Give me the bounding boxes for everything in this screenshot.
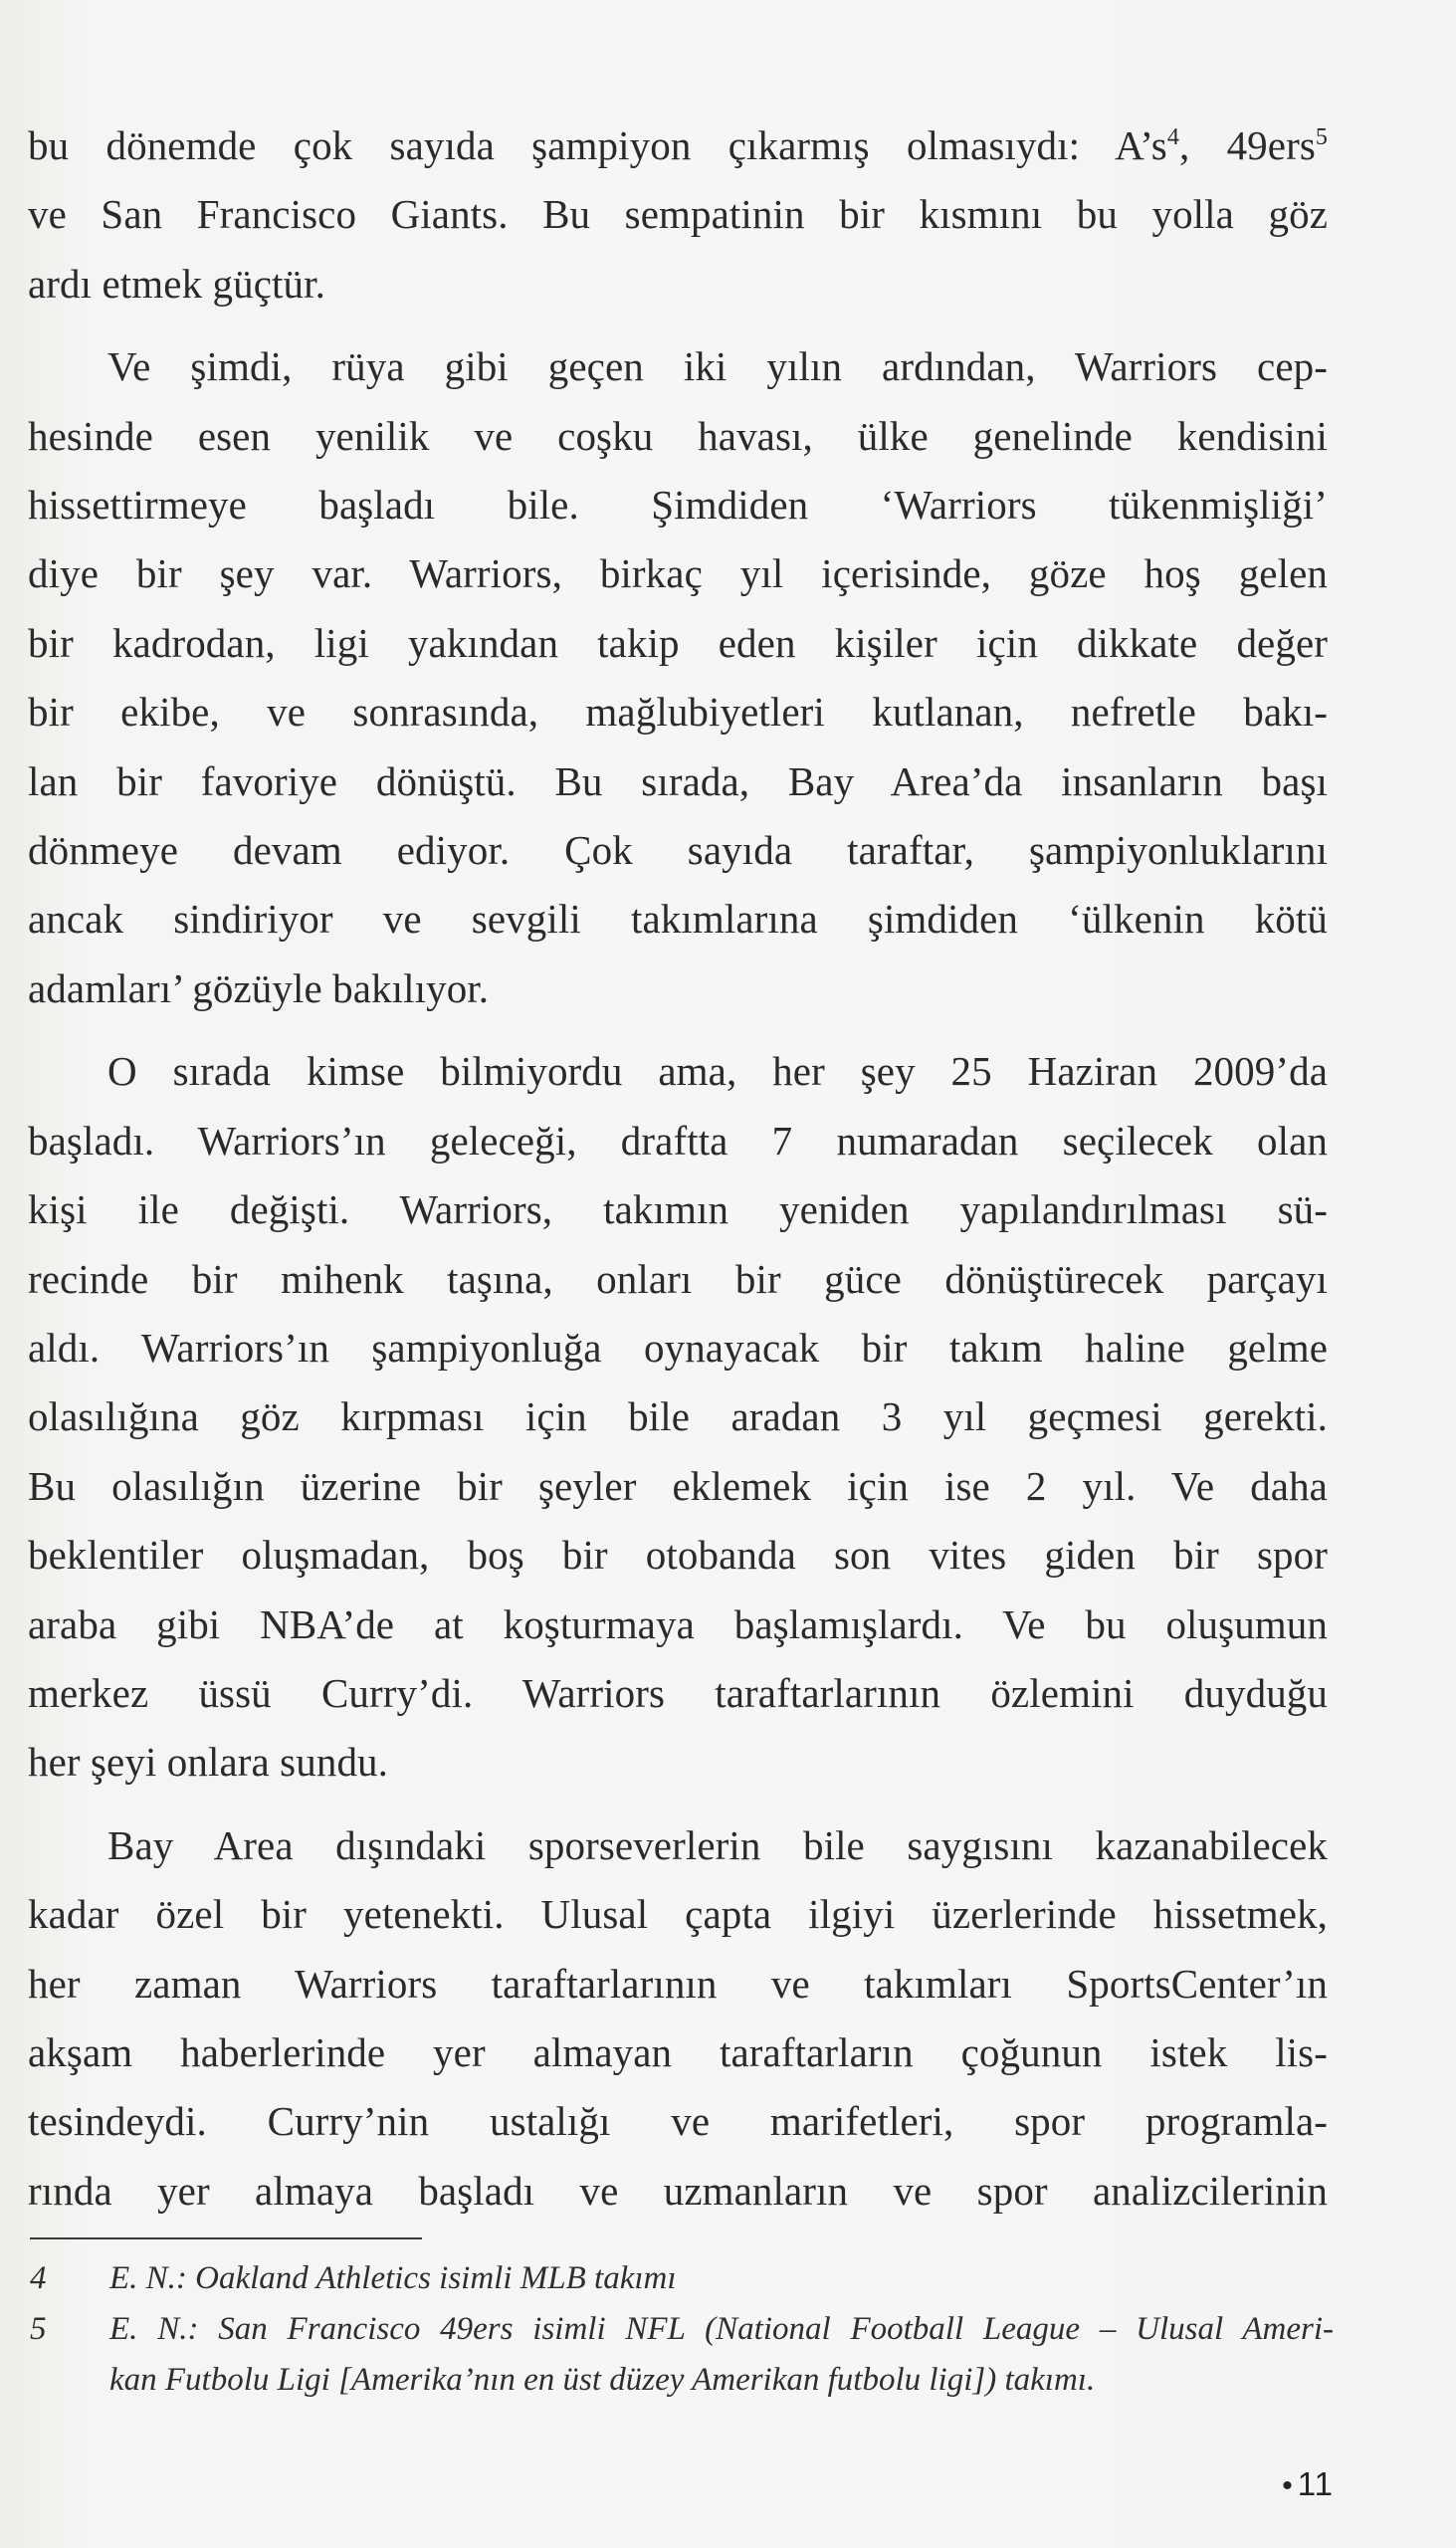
text-line: merkez üssü Curry’di. Warriors taraftarlarının özlemini duyduğu <box>28 1669 1328 1716</box>
footnote-line: kan Futbolu Ligi [Amerika’nın en üst düzey Amerikan futbolu ligi]) takımı. <box>109 2362 1096 2398</box>
text-line: her şeyi onlara sundu. <box>28 1739 388 1786</box>
footnote-4 <box>30 2253 1334 2304</box>
footnote-ref-4[interactable]: 4 <box>1166 124 1179 150</box>
text-line: ve San Francisco Giants. Bu sempatinin bir kısmını bu yolla göz <box>28 191 1328 238</box>
text-line: olasılığına göz kırpması için bile aradan 3 yıl geçmesi gerekti. <box>28 1393 1328 1440</box>
footnote-divider <box>30 2237 422 2239</box>
text-line: kadar özel bir yetenekti. Ulusal çapta ilgiyi üzerlerinde hissetmek, <box>28 1891 1328 1938</box>
text-line: kişi ile değişti. Warriors, takımın yeniden yapılandırılması sü- <box>28 1186 1328 1233</box>
paragraph-3 <box>28 1037 1328 1797</box>
footnote-line: E. N.: San Francisco 49ers isimli NFL (National Football League – Ulusal Ameri- <box>109 2311 1334 2347</box>
text-line: Bu olasılığın üzerine bir şeyler eklemek için ise 2 yıl. Ve daha <box>28 1462 1328 1509</box>
text-line: tesindeydi. Curry’nin ustalığı ve marifetleri, spor programla- <box>28 2098 1328 2145</box>
text-line: aldı. Warriors’ın şampiyonluğa oynayacak bir takım haline gelme <box>28 1324 1328 1371</box>
footnote-5 <box>30 2304 1334 2406</box>
text-line: ardı etmek güçtür. <box>28 260 325 307</box>
text-line: bir ekibe, ve sonrasında, mağlubiyetleri kutlanan, nefretle bakı- <box>28 689 1328 736</box>
footnotes <box>30 2253 1334 2406</box>
text-line: Bay Area dışındaki sporseverlerin bile saygısını kazanabilecek <box>107 1821 1328 1868</box>
text-line: rında yer almaya başladı ve uzmanların ve spor analizcilerinin <box>28 2167 1328 2214</box>
text-line: adamları’ gözüyle bakılıyor. <box>28 964 490 1011</box>
text-line: lan bir favoriye dönüştü. Bu sırada, Bay Area’da insanların başı <box>28 757 1328 804</box>
text-line: bir kadrodan, ligi yakından takip eden kişiler için dikkate değer <box>28 619 1328 666</box>
paragraph-1 <box>28 111 1328 318</box>
footnote-number: 4 <box>30 2260 47 2296</box>
page-number <box>1282 2465 1334 2503</box>
text-line: dönmeye devam ediyor. Çok sayıda taraftar, şampiyonluklarını <box>28 827 1328 874</box>
text-line <box>28 111 1328 180</box>
footnote-ref-5[interactable]: 5 <box>1315 124 1328 150</box>
text-line: her zaman Warriors taraftarlarının ve takımları SportsCenter’ın <box>28 1960 1328 2007</box>
bullet-icon: • <box>1282 2469 1294 2502</box>
footnote-line: E. N.: Oakland Athletics isimli MLB takımı <box>109 2260 677 2296</box>
text-line: beklentiler oluşmadan, boş bir otobanda son vites giden bir spor <box>28 1532 1328 1579</box>
footnote-number: 5 <box>30 2311 47 2347</box>
text-line: recinde bir mihenk taşına, onları bir güce dönüştürecek parçayı <box>28 1255 1328 1302</box>
footnote-text <box>109 2253 1334 2304</box>
footnote-text <box>109 2304 1334 2406</box>
text-line: araba gibi NBA’de at koşturmaya başlamışlardı. Ve bu oluşumun <box>28 1600 1328 1647</box>
text-line: Ve şimdi, rüya gibi geçen iki yılın ardından, Warriors cep- <box>107 343 1328 390</box>
text-line: diye bir şey var. Warriors, birkaç yıl içerisinde, göze hoş gelen <box>28 550 1328 597</box>
text-line: akşam haberlerinde yer almayan taraftarların çoğunun istek lis- <box>28 2028 1328 2075</box>
paragraph-4 <box>28 1811 1328 2226</box>
paragraph-2 <box>28 332 1328 1023</box>
text-line: ancak sindiriyor ve sevgili takımlarına şimdiden ‘ülkenin kötü <box>28 896 1328 943</box>
text-line: hesinde esen yenilik ve coşku havası, ülke genelinde kendisini <box>28 412 1328 459</box>
text-line: O sırada kimse bilmiyordu ama, her şey 25 Haziran 2009’da <box>107 1048 1328 1095</box>
text-line: hissettirmeye başladı bile. Şimdiden ‘Warriors tükenmişliği’ <box>28 482 1328 529</box>
text-fragment: bu dönemde çok sayıda şampiyon çıkarmış olmasıydı: A’s <box>28 122 1167 168</box>
text-line: başladı. Warriors’ın geleceği, draftta 7 numaradan seçilecek olan <box>28 1117 1328 1164</box>
page-number-value: 11 <box>1297 2465 1334 2502</box>
text-fragment: , 49ers <box>1178 122 1316 168</box>
body-text <box>28 111 1328 2226</box>
